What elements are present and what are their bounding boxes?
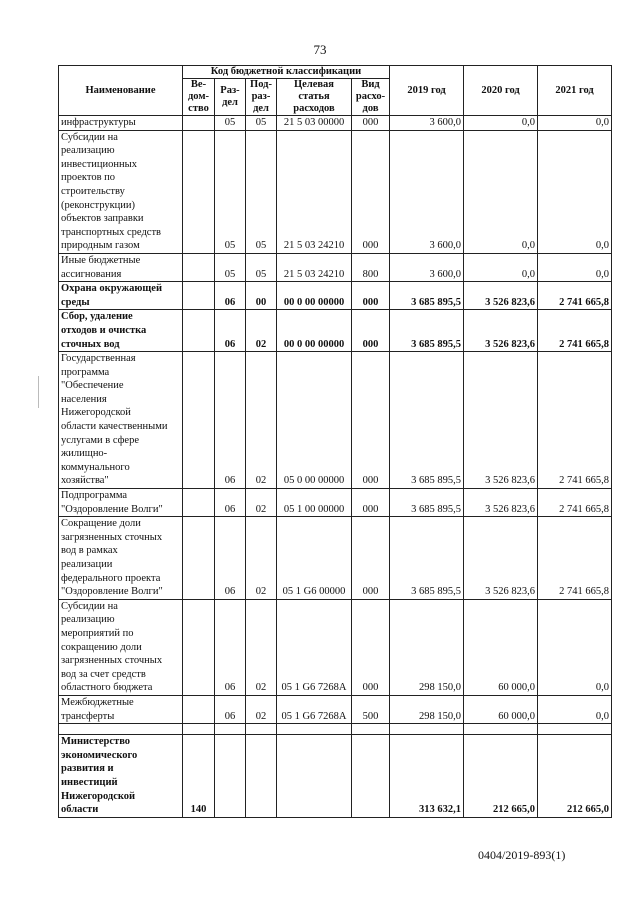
cell-vedomstvo [183,724,215,735]
cell-target [277,735,352,818]
cell-2021: 2 741 665,8 [538,352,612,489]
header-vedomstvo: Ве- дом- ство [183,79,215,116]
cell-target: 05 1 G6 7268A [277,695,352,723]
cell-2019: 298 150,0 [390,695,464,723]
cell-2019: 298 150,0 [390,599,464,695]
cell-2021: 2 741 665,8 [538,310,612,352]
table-row [59,352,612,489]
table-row [59,695,612,723]
cell-razdel: 05 [215,130,246,253]
header-podrazdel: Под- раз- дел [246,79,277,116]
cell-vid: 000 [352,517,390,600]
cell-2019: 3 600,0 [390,253,464,281]
header-2020: 2020 год [464,66,538,116]
cell-2021: 0,0 [538,695,612,723]
cell-2019: 3 685 895,5 [390,489,464,517]
margin-mark [38,376,39,408]
cell-vid [352,724,390,735]
table-row [59,735,612,818]
cell-vedomstvo [183,517,215,600]
cell-target: 05 1 00 00000 [277,489,352,517]
cell-vedomstvo [183,253,215,281]
cell-razdel: 06 [215,310,246,352]
cell-2020: 3 526 823,6 [464,282,538,310]
cell-2020: 3 526 823,6 [464,352,538,489]
table-row [59,282,612,310]
header-target: Целевая статья расходов [277,79,352,116]
cell-name: Субсидии на реализацию инвестиционных проектов по строительству (реконструкции) объектов заправки транспортных средств природным газом [59,130,183,253]
cell-2021: 0,0 [538,130,612,253]
cell-vedomstvo [183,695,215,723]
header-2021: 2021 год [538,66,612,116]
cell-name: Охрана окружающей среды [59,282,183,310]
table-row [59,116,612,131]
table-body [59,116,612,818]
table-row [59,253,612,281]
cell-vid: 000 [352,310,390,352]
header-classification-group: Код бюджетной классификации [183,66,390,79]
cell-name: Государственная программа "Обеспечение населения Нижегородской области качественными услугами в сфере жилищно- коммунального хозяйства" [59,352,183,489]
cell-2019 [390,724,464,735]
cell-2019: 313 632,1 [390,735,464,818]
cell-vid [352,735,390,818]
cell-2021: 2 741 665,8 [538,282,612,310]
cell-2020: 60 000,0 [464,599,538,695]
cell-vid: 800 [352,253,390,281]
cell-razdel: 06 [215,352,246,489]
cell-name: инфраструктуры [59,116,183,131]
cell-name: Иные бюджетные ассигнования [59,253,183,281]
budget-table [58,65,612,818]
table-header [59,66,612,116]
cell-name: Субсидии на реализацию мероприятий по сокращению доли загрязненных сточных вод за счет средств областного бюджета [59,599,183,695]
cell-2019: 3 685 895,5 [390,310,464,352]
cell-target: 05 0 00 00000 [277,352,352,489]
cell-podrazdel: 02 [246,489,277,517]
cell-name: Подпрограмма "Оздоровление Волги" [59,489,183,517]
cell-target: 00 0 00 00000 [277,282,352,310]
cell-vedomstvo [183,116,215,131]
cell-2021: 0,0 [538,599,612,695]
cell-razdel [215,724,246,735]
header-2019: 2019 год [390,66,464,116]
cell-vedomstvo [183,282,215,310]
cell-podrazdel: 05 [246,130,277,253]
cell-2019: 3 600,0 [390,116,464,131]
cell-2020 [464,724,538,735]
cell-vedomstvo [183,310,215,352]
cell-podrazdel: 02 [246,352,277,489]
cell-2021: 2 741 665,8 [538,517,612,600]
cell-target: 21 5 03 24210 [277,253,352,281]
cell-name: Сокращение доли загрязненных сточных вод в рамках реализации федерального проекта "Оздоровление Волги" [59,517,183,600]
cell-podrazdel [246,724,277,735]
cell-2020: 3 526 823,6 [464,489,538,517]
cell-podrazdel: 05 [246,116,277,131]
cell-2021: 2 741 665,8 [538,489,612,517]
cell-podrazdel [246,735,277,818]
cell-podrazdel: 02 [246,599,277,695]
cell-target: 05 1 G6 7268A [277,599,352,695]
cell-2019: 3 685 895,5 [390,352,464,489]
cell-vid: 000 [352,282,390,310]
cell-vedomstvo [183,599,215,695]
cell-razdel: 06 [215,489,246,517]
cell-podrazdel: 02 [246,695,277,723]
cell-2021: 0,0 [538,116,612,131]
cell-2020: 212 665,0 [464,735,538,818]
header-vid: Вид расхо- дов [352,79,390,116]
table-row [59,517,612,600]
cell-2019: 3 600,0 [390,130,464,253]
cell-2020: 0,0 [464,253,538,281]
cell-2020: 0,0 [464,130,538,253]
cell-name [59,724,183,735]
table-row [59,310,612,352]
cell-razdel [215,735,246,818]
cell-2021: 212 665,0 [538,735,612,818]
page-number: 73 [313,42,327,57]
cell-target: 00 0 00 00000 [277,310,352,352]
cell-vedomstvo [183,130,215,253]
cell-razdel: 06 [215,282,246,310]
cell-razdel: 05 [215,116,246,131]
cell-name: Сбор, удаление отходов и очистка сточных вод [59,310,183,352]
cell-vid: 000 [352,489,390,517]
cell-vid: 000 [352,130,390,253]
table-row [59,130,612,253]
cell-vedomstvo: 140 [183,735,215,818]
cell-podrazdel: 05 [246,253,277,281]
cell-2020: 0,0 [464,116,538,131]
cell-2020: 3 526 823,6 [464,310,538,352]
cell-target: 05 1 G6 00000 [277,517,352,600]
header-name: Наименование [59,66,183,116]
table-row [59,489,612,517]
cell-name: Межбюджетные трансферты [59,695,183,723]
cell-target [277,724,352,735]
cell-name: Министерство экономического развития и инвестиций Нижегородской области [59,735,183,818]
cell-2019: 3 685 895,5 [390,517,464,600]
cell-target: 21 5 03 24210 [277,130,352,253]
cell-razdel: 06 [215,695,246,723]
cell-razdel: 06 [215,517,246,600]
cell-razdel: 06 [215,599,246,695]
cell-podrazdel: 02 [246,517,277,600]
cell-vid: 000 [352,116,390,131]
cell-target: 21 5 03 00000 [277,116,352,131]
cell-2020: 60 000,0 [464,695,538,723]
cell-podrazdel: 02 [246,310,277,352]
cell-2020: 3 526 823,6 [464,517,538,600]
cell-vedomstvo [183,352,215,489]
cell-2021 [538,724,612,735]
spacer-row [59,724,612,735]
cell-2019: 3 685 895,5 [390,282,464,310]
cell-razdel: 05 [215,253,246,281]
table-row [59,599,612,695]
cell-vid: 000 [352,599,390,695]
cell-vedomstvo [183,489,215,517]
footer-document-code: 0404/2019-893(1) [478,848,566,862]
header-razdel: Раз- дел [215,79,246,116]
cell-vid: 000 [352,352,390,489]
cell-2021: 0,0 [538,253,612,281]
cell-podrazdel: 00 [246,282,277,310]
cell-vid: 500 [352,695,390,723]
